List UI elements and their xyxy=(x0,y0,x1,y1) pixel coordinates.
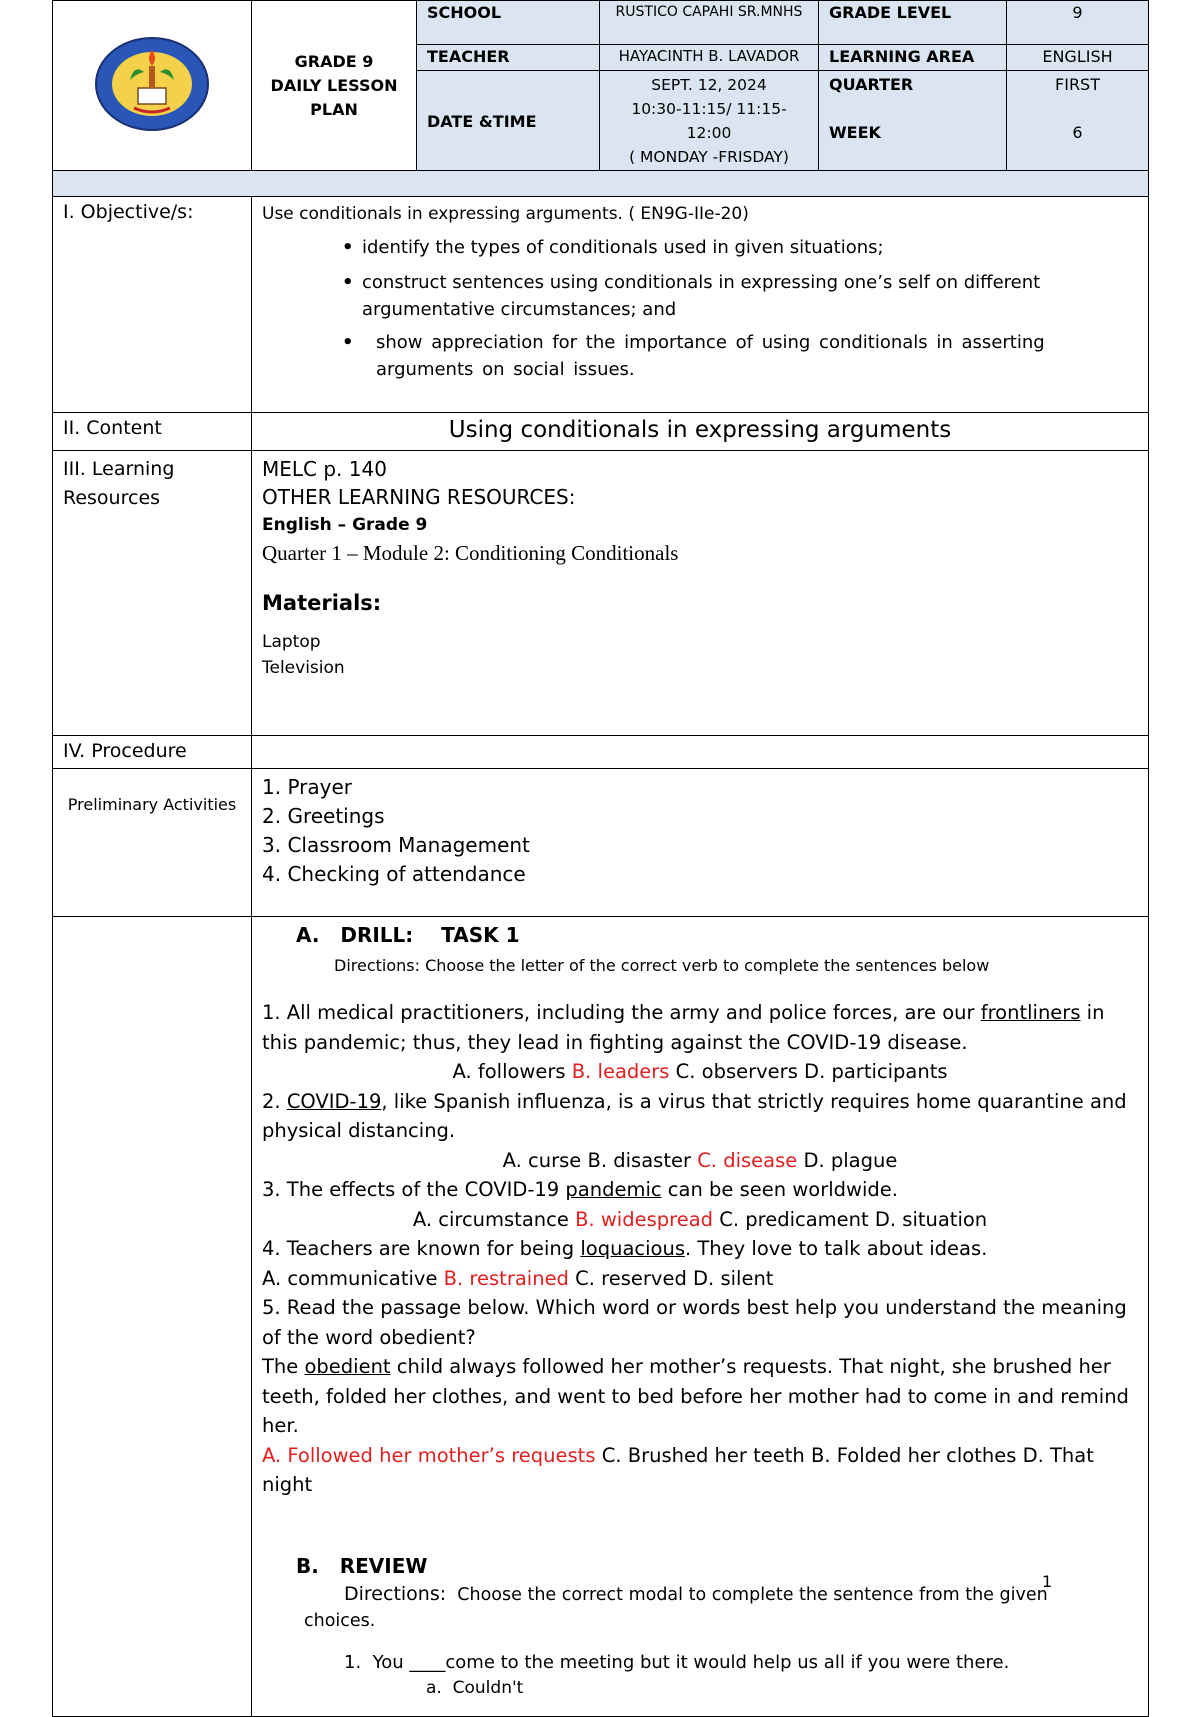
prelim-item: 1. Prayer xyxy=(262,775,352,799)
review-option: a. Couldn't xyxy=(426,1677,524,1698)
material-item: Television xyxy=(262,658,345,678)
review-heading xyxy=(262,1552,1138,1582)
drill-passage-5: The obedient child always followed her mother’s requests. That night, she brushed her teeth, folded her clothes, and went to bed before her mother had to come in and remind her. xyxy=(262,1355,1129,1437)
school-label: SCHOOL xyxy=(417,1,600,45)
teacher-label: TEACHER xyxy=(417,45,600,71)
review-letter: B. xyxy=(296,1553,319,1578)
drill-task: TASK 1 xyxy=(441,923,520,947)
drill-letter: A. xyxy=(296,923,320,947)
objective-list xyxy=(262,234,1138,383)
header-table xyxy=(52,0,1149,172)
quarter-label: QUARTER xyxy=(829,75,914,94)
learning-area-value: ENGLISH xyxy=(1007,45,1149,71)
date-time-value xyxy=(600,71,819,172)
drill-title: DRILL: xyxy=(340,923,414,947)
q3-answer: B. widespread xyxy=(575,1207,714,1231)
page-number: 1 xyxy=(1042,1572,1053,1591)
learning-area-label: LEARNING AREA xyxy=(819,45,1007,71)
q1-answer: B. leaders xyxy=(571,1060,670,1083)
drill-directions: Directions: Choose the letter of the correct verb to complete the sentences below xyxy=(334,955,990,975)
drill-options-4: A. communicative B. restrained C. reserved D. silent xyxy=(262,1266,774,1290)
school-logo-cell xyxy=(53,1,252,172)
resources-label: III. Learning Resources xyxy=(53,451,252,736)
objectives-label: I. Objective/s: xyxy=(53,197,252,413)
procedure-label: IV. Procedure xyxy=(53,736,252,769)
activity-label-cell xyxy=(53,917,252,1717)
drill-question-2: 2. COVID-19, like Spanish influenza, is a virus that strictly requires home quarantine and physical distancing. xyxy=(262,1089,1127,1142)
teacher-value: HAYACINTH B. LAVADOR xyxy=(600,45,819,71)
prelim-item: 3. Classroom Management xyxy=(262,833,530,857)
plan-title-cell xyxy=(252,1,417,172)
drill-options-2: A. curse B. disaster C. disease D. plague xyxy=(502,1148,898,1172)
resources-book: English – Grade 9 xyxy=(262,515,428,535)
resources-other: OTHER LEARNING RESOURCES: xyxy=(262,485,576,509)
drill-question-5: 5. Read the passage below. Which word or words best help you understand the meaning of the word obedient? xyxy=(262,1296,1127,1349)
date-time-label: DATE &TIME xyxy=(417,71,600,172)
week-label: WEEK xyxy=(829,123,881,142)
prelim-item: 4. Checking of attendance xyxy=(262,862,526,886)
drill-options-3: A. circumstance B. widespread C. predicament D. situation xyxy=(412,1207,988,1231)
resources-melc: MELC p. 140 xyxy=(262,457,387,481)
grade-level-value: 9 xyxy=(1007,1,1149,45)
week-value: 6 xyxy=(1072,123,1083,142)
prelim-item: 2. Greetings xyxy=(262,804,385,828)
plan-title-line3: PLAN xyxy=(310,100,358,119)
drill-options-1: A. followers B. leaders C. observers D. participants xyxy=(452,1060,948,1083)
q1-keyword: frontliners xyxy=(980,1001,1081,1024)
quarter-week-labels xyxy=(819,71,1007,172)
drill-question-4: 4. Teachers are known for being loquacious. They love to talk about ideas. xyxy=(262,1237,988,1260)
procedure-empty-cell xyxy=(252,736,1149,769)
resources-cell xyxy=(252,451,1149,736)
plan-title-line1: GRADE 9 xyxy=(294,52,374,71)
date-line3: 12:00 xyxy=(686,124,732,142)
q4-answer: B. restrained xyxy=(443,1266,569,1290)
review-directions: Directions: Choose the correct modal to complete the sentence from the given choices. xyxy=(304,1583,1048,1631)
review-question-1: 1. You ____come to the meeting but it would help us all if you were there. xyxy=(344,1652,1010,1673)
school-value: RUSTICO CAPAHI SR.MNHS xyxy=(600,1,819,45)
school-logo-icon xyxy=(94,36,210,132)
materials-list xyxy=(262,629,1138,681)
objective-item-3: • show appreciation for the importance of using conditionals in asserting arguments on social issues. xyxy=(362,329,1056,383)
quarter-week-values xyxy=(1007,71,1149,172)
q2-keyword: COVID-19 xyxy=(286,1089,382,1113)
material-item: Laptop xyxy=(262,632,321,652)
q3-keyword: pandemic xyxy=(565,1178,662,1201)
objective-item-1: • identify the types of conditionals used in given situations; xyxy=(362,234,1138,261)
blue-divider-row xyxy=(53,171,1149,197)
prelim-cell xyxy=(252,769,1149,917)
drill-cell xyxy=(252,917,1149,1717)
date-line4: ( MONDAY -FRISDAY) xyxy=(629,148,789,166)
date-line2: 10:30-11:15/ 11:15- xyxy=(631,100,787,118)
objective-item-2: • construct sentences using conditionals in expressing one’s self on different argumentative circumstances; and xyxy=(362,269,1062,323)
quarter-value: FIRST xyxy=(1055,75,1100,94)
plan-title-line2: DAILY LESSON xyxy=(270,76,398,95)
grade-level-label: GRADE LEVEL xyxy=(819,1,1007,45)
objective-main: Use conditionals in expressing arguments. ( EN9G-IIe-20) xyxy=(262,204,749,224)
content-label: II. Content xyxy=(53,413,252,451)
review-title: REVIEW xyxy=(339,1553,428,1578)
content-title: Using conditionals in expressing arguments xyxy=(252,413,1149,451)
resources-module: Quarter 1 – Module 2: Conditioning Conditionals xyxy=(262,541,679,565)
q5-keyword: obedient xyxy=(304,1355,391,1378)
q5-answer: A. Followed her mother’s requests xyxy=(262,1443,596,1467)
drill-options-5: A. Followed her mother’s requests C. Brushed her teeth B. Folded her clothes D. That night xyxy=(262,1443,1094,1496)
drill-heading xyxy=(262,921,1138,951)
lesson-body-table xyxy=(52,170,1149,1717)
drill-question-1: 1. All medical practitioners, including the army and police forces, are our frontliners in this pandemic; thus, they lead in fighting against the COVID-19 disease. xyxy=(262,1001,1105,1054)
materials-label: Materials: xyxy=(262,591,382,615)
q4-keyword: loquacious xyxy=(580,1237,685,1260)
q2-answer: C. disease xyxy=(697,1148,798,1172)
prelim-label: Preliminary Activities xyxy=(53,769,252,917)
date-line1: SEPT. 12, 2024 xyxy=(651,76,767,94)
objectives-cell xyxy=(252,197,1149,413)
drill-question-3: 3. The effects of the COVID-19 pandemic can be seen worldwide. xyxy=(262,1178,898,1201)
